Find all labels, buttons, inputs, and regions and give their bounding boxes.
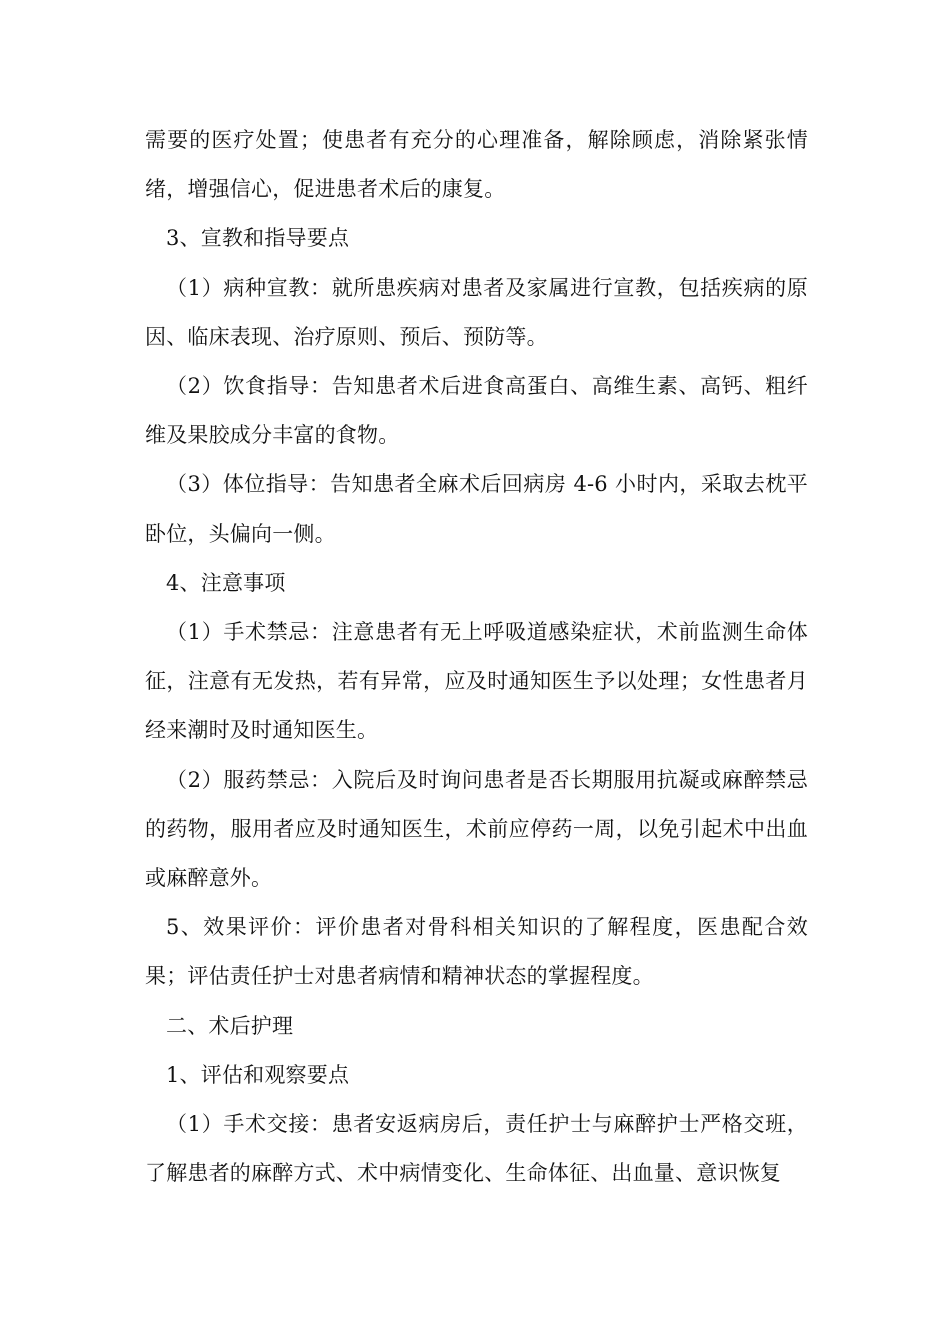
paragraph-disease-education: （1）病种宣教：就所患疾病对患者及家属进行宣教，包括疾病的原因、临床表现、治疗原则、预后、预防等。	[145, 275, 808, 349]
paragraph-effect-evaluation: 5、效果评价：评价患者对骨科相关知识的了解程度，医患配合效果；评估责任护士对患者病情和精神状态的掌握程度。	[145, 915, 808, 989]
section-heading-assessment: 1、评估和观察要点	[166, 1062, 350, 1087]
paragraph-position-guidance: （3）体位指导：告知患者全麻术后回病房 4-6 小时内，采取去枕平卧位，头偏向一侧。	[145, 472, 808, 546]
section-heading-education: 3、宣教和指导要点	[166, 226, 350, 251]
paragraph-diet-guidance: （2）饮食指导：告知患者术后进食高蛋白、高维生素、高钙、粗纤维及果胶成分丰富的食物。	[145, 374, 808, 448]
document-body	[145, 116, 808, 1198]
paragraph-medication-contraindications: （2）服药禁忌：入院后及时询问患者是否长期服用抗凝或麻醉禁忌的药物，服用者应及时通知医生，术前应停药一周，以免引起术中出血或麻醉意外。	[145, 767, 808, 891]
section-heading-postoperative-care: 二、术后护理	[166, 1013, 294, 1038]
section-heading-precautions: 4、注意事项	[166, 570, 286, 595]
paragraph-surgery-contraindications: （1）手术禁忌：注意患者有无上呼吸道感染症状，术前监测生命体征，注意有无发热，若有异常，应及时通知医生予以处理；女性患者月经来潮时及时通知医生。	[145, 620, 808, 743]
paragraph-continuation: 需要的医疗处置；使患者有充分的心理准备，解除顾虑，消除紧张情绪，增强信心，促进患者术后的康复。	[145, 128, 808, 202]
paragraph-surgery-handover: （1）手术交接：患者安返病房后，责任护士与麻醉护士严格交班，了解患者的麻醉方式、术中病情变化、生命体征、出血量、意识恢复	[145, 1112, 808, 1186]
